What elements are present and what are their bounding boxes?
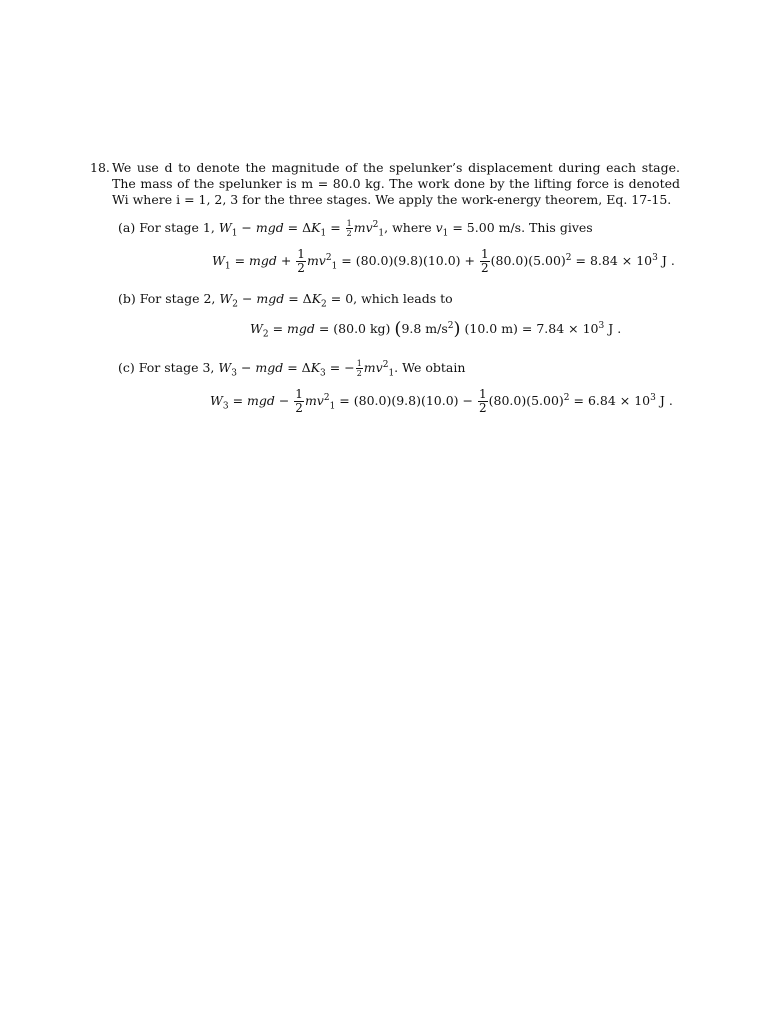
part-a-text: (a) For stage 1, $W_1$ − mgd = $\Delta K_1$ = $\frac{1}{2}$ $mv^2_1$, where $v_1 = 5.00$ m/s. This gives — [118, 219, 593, 239]
equation-b: $W_2$ = mgd = (80.0 kg) (9.8 $m/s^2$) (10.0 $m) = 7.84 \times 10^3$ J . — [250, 318, 622, 340]
equation-a: $W_1$ = mgd + $\frac{1}{2}$ $mv^2_1 = (80.0)(9.8)(10.0)$ + $\frac{1}{2}$ $(80.0)(5.00)^2 = 8.84 \times 10^3$ J . — [212, 247, 675, 275]
problem-number: 18. — [90, 160, 110, 175]
part-a-label: (a) — [118, 220, 136, 235]
part-c-text: (c) For stage 3, $W_3$ − mgd = $\Delta K_3$ = − $\frac{1}{2}$ $mv^2_1$. We obtain — [118, 359, 466, 379]
problem-intro: We use d to denote the magnitude of the spelunker’s displacement during each stage. The mass of the spelunker is m = 80.0 kg. The work done by the lifting force is denoted Wi where i = 1, 2, 3 for the three stages. We apply the work-energy theorem, Eq. 17-15. — [112, 160, 680, 207]
problem-18 — [90, 160, 680, 208]
part-c-label: (c) — [118, 360, 135, 375]
part-b-label: (b) — [118, 291, 136, 306]
equation-c: $W_3$ = mgd − $\frac{1}{2}$ $mv^2_1 = (80.0)(9.8)(10.0)$ − $\frac{1}{2}$ $(80.0)(5.00)^2 = 6.84 \times 10^3$ J . — [210, 387, 673, 415]
part-b-text: (b) For stage 2, $W_2$ − mgd = $\Delta K_2 = 0$, which leads to — [118, 291, 453, 310]
